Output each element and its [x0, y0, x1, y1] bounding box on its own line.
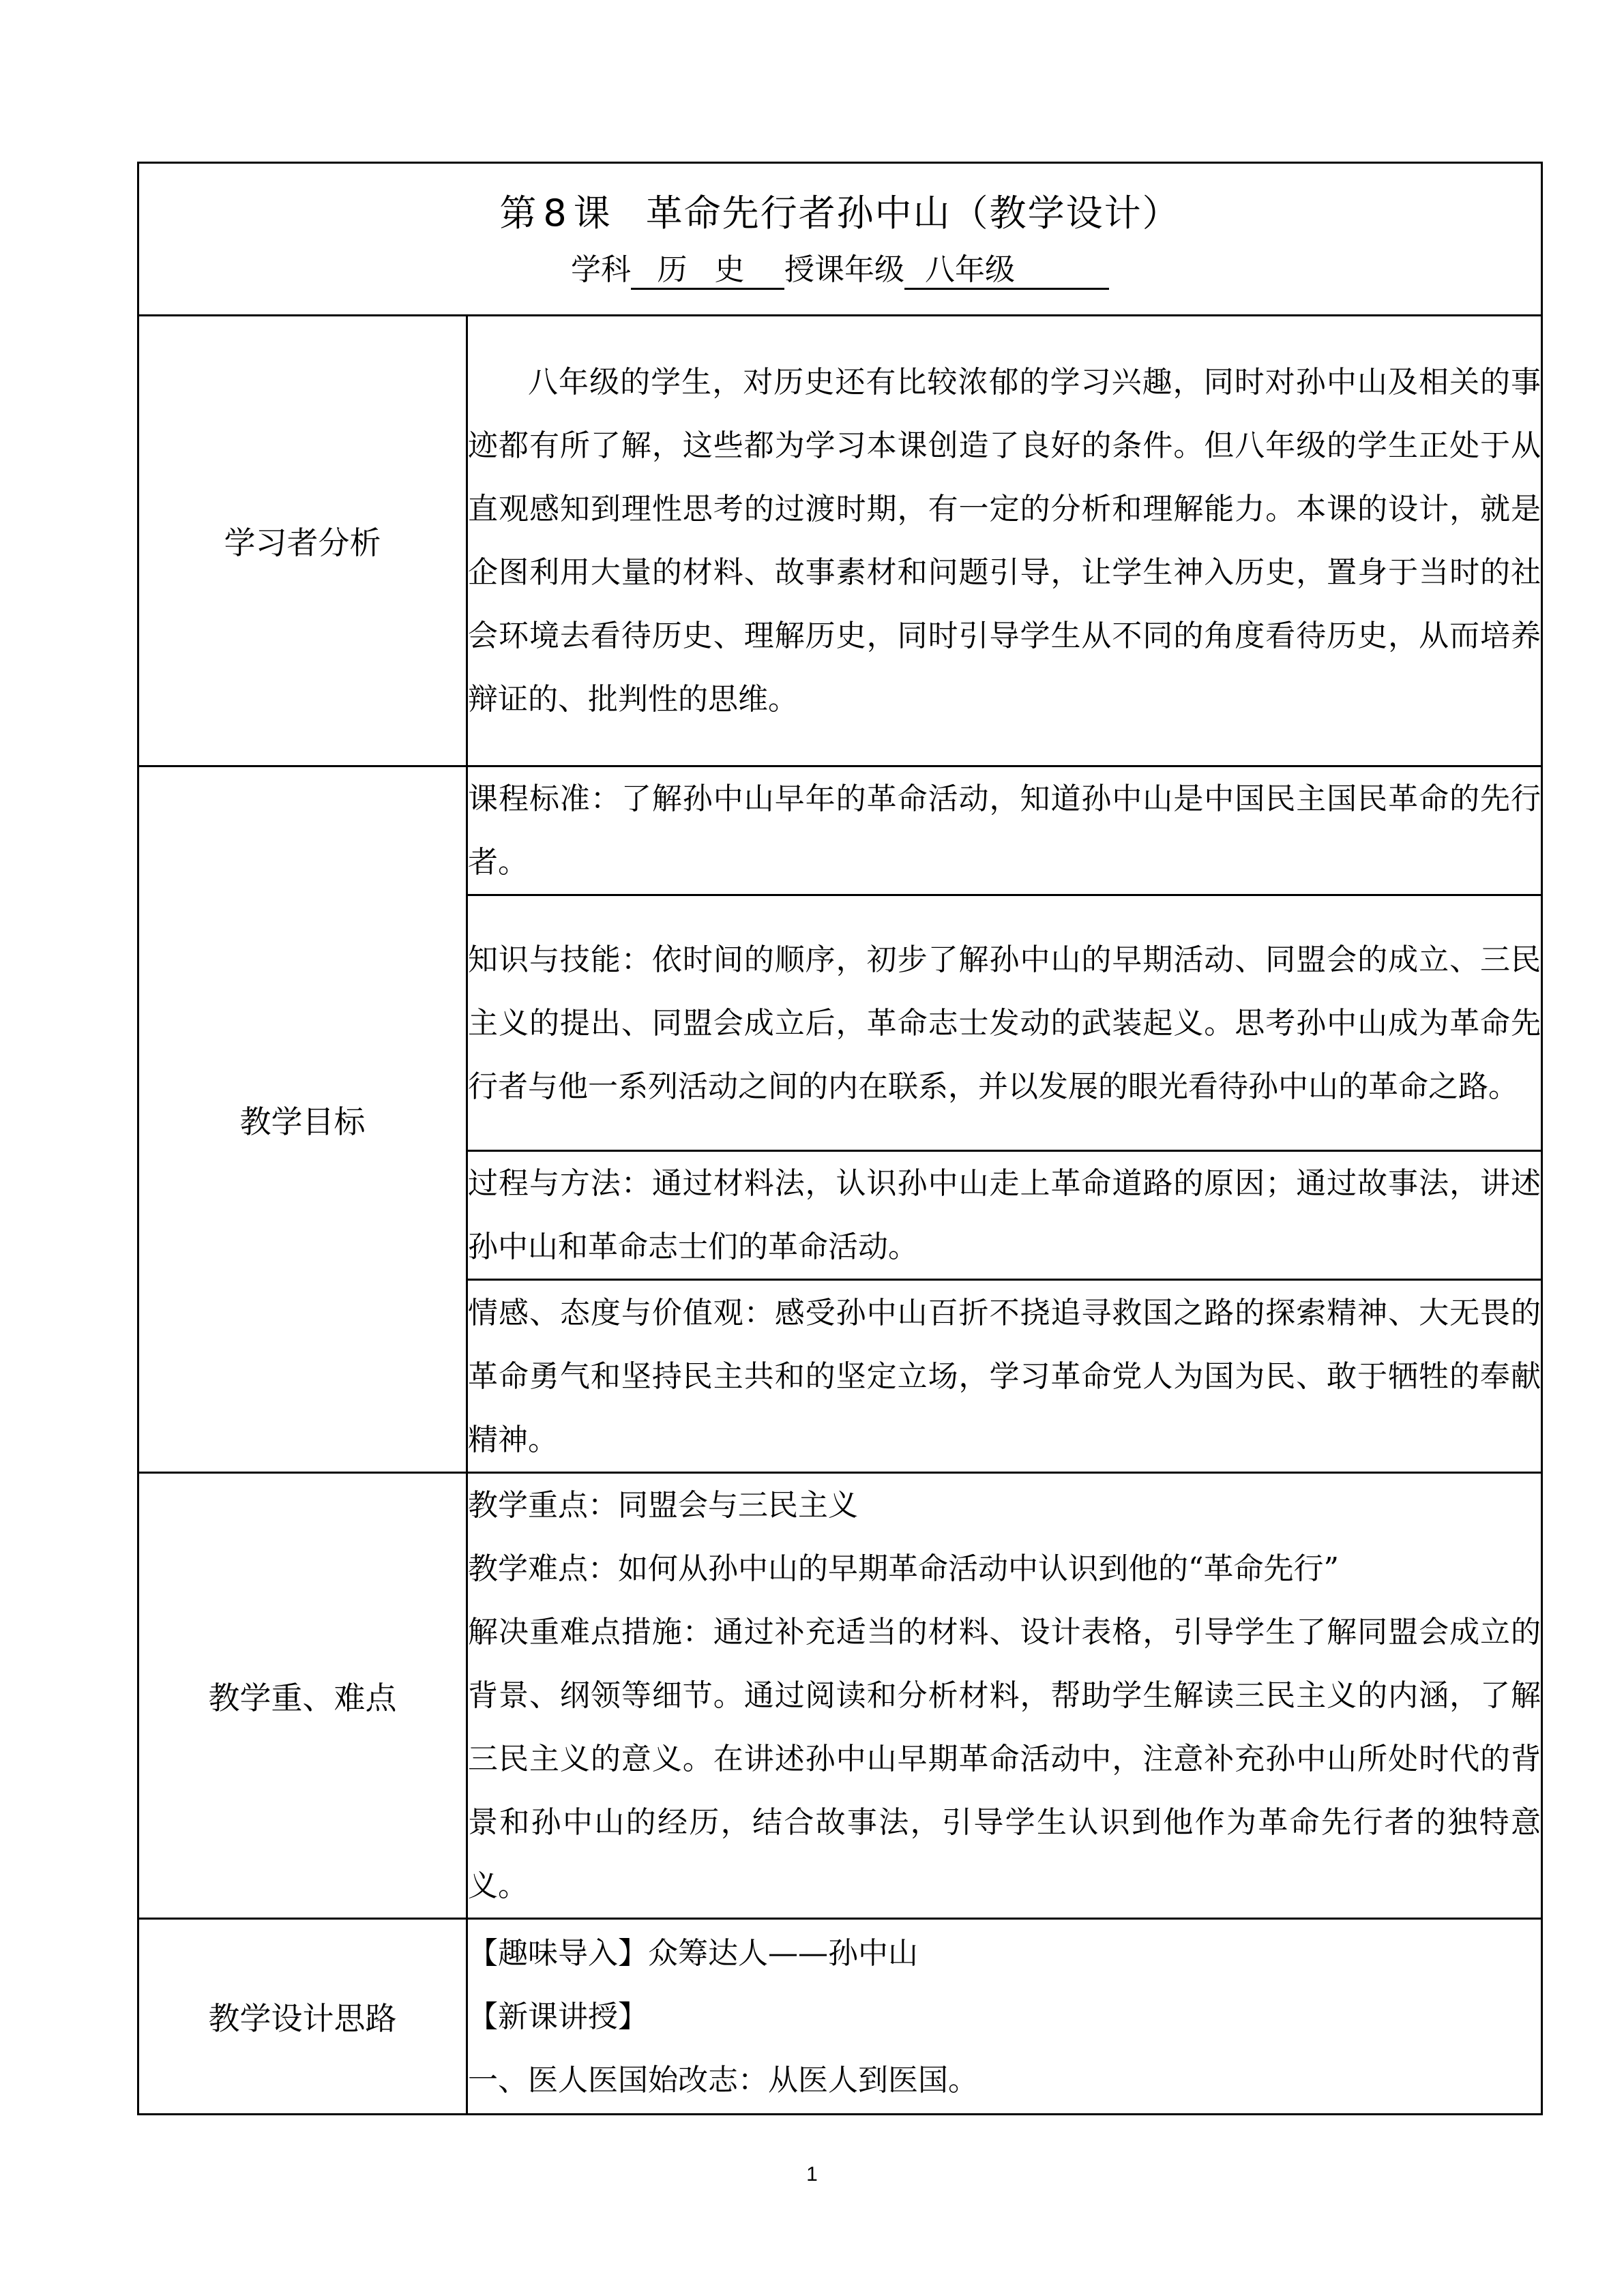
subject-grade-line [139, 237, 1541, 304]
title-main: 革命先行者孙中山（教学设计） [645, 191, 1181, 235]
teaching-key-point: 教学重点：同盟会与三民主义 [468, 1488, 858, 1523]
lesson-number: 8 [543, 191, 568, 235]
goal-emotion-values: 情感、态度与价值观：感受孙中山百折不挠追寻救国之路的探索精神、大无畏的革命勇气和坚持民主共和的坚定立场，学习革命党人为国为民、敢于牺牲的奉献精神。 [467, 1280, 1542, 1473]
teaching-goals-row [138, 766, 1542, 895]
teaching-difficult-point: 教学难点：如何从孙中山的早期革命活动中认识到他的“革命先行” [468, 1551, 1339, 1586]
learner-analysis-text: 八年级的学生，对历史还有比较浓郁的学习兴趣，同时对孙中山及相关的事迹都有所了解，这些都为学习本课创造了良好的条件。但八年级的学生正处于从直观感知到理性思考的过渡时期，有一定的分析和理解能力。本课的设计，就是企图利用大量的材料、故事素材和问题引导，让学生神入历史，置身于当时的社会环境去看待历史、理解历史，同时引导学生从不同的角度看待历史，从而培养辩证的、批判性的思维。 [467, 316, 1542, 766]
title-prefix: 第 [499, 191, 538, 235]
subject-label: 学科 [571, 252, 631, 287]
title-cell [138, 163, 1542, 316]
learner-analysis-row [138, 316, 1542, 766]
grade-value: 八年级 [904, 252, 1109, 290]
row-label: 教学重、难点 [138, 1473, 467, 1919]
design-approach-content [467, 1919, 1542, 2115]
solution-measures: 解决重难点措施：通过补充适当的材料、设计表格，引导学生了解同盟会成立的背景、纲领等细节。通过阅读和分析材料，帮助学生解读三民主义的内涵，了解三民主义的意义。在讲述孙中山早期革命活动中，注意补充孙中山所处时代的背景和孙中山的经历，结合故事法，引导学生认识到他作为革命先行者的独特意义。 [468, 1615, 1541, 1903]
page-number: 1 [806, 2163, 818, 2186]
title-row [138, 163, 1542, 316]
row-label: 教学设计思路 [138, 1919, 467, 2115]
subject-value: 历史 [631, 252, 784, 290]
new-lesson-line: 【新课讲授】 [468, 1999, 648, 2034]
key-difficult-points-content [467, 1473, 1542, 1919]
goal-process-method: 过程与方法：通过材料法，认识孙中山走上革命道路的原因；通过故事法，讲述孙中山和革命志士们的革命活动。 [467, 1151, 1542, 1280]
row-label: 学习者分析 [138, 316, 467, 766]
key-difficult-points-row [138, 1473, 1542, 1919]
intro-line: 【趣味导入】众筹达人——孙中山 [468, 1935, 918, 1971]
goal-knowledge-skills: 知识与技能：依时间的顺序，初步了解孙中山的早期活动、同盟会的成立、三民主义的提出、同盟会成立后，革命志士发动的武装起义。思考孙中山成为革命先行者与他一系列活动之间的内在联系，并以发展的眼光看待孙中山的革命之路。 [467, 895, 1542, 1151]
grade-label: 授课年级 [784, 252, 904, 287]
row-label: 教学目标 [138, 766, 467, 1473]
title-unit: 课 [573, 191, 612, 235]
page-title [139, 175, 1541, 237]
design-approach-row [138, 1919, 1542, 2115]
lesson-plan-table [137, 162, 1543, 2115]
section-one-line: 一、医人医国始改志：从医人到医国。 [468, 2062, 978, 2098]
goal-curriculum-standard: 课程标准：了解孙中山早年的革命活动，知道孙中山是中国民主国民革命的先行者。 [467, 766, 1542, 895]
